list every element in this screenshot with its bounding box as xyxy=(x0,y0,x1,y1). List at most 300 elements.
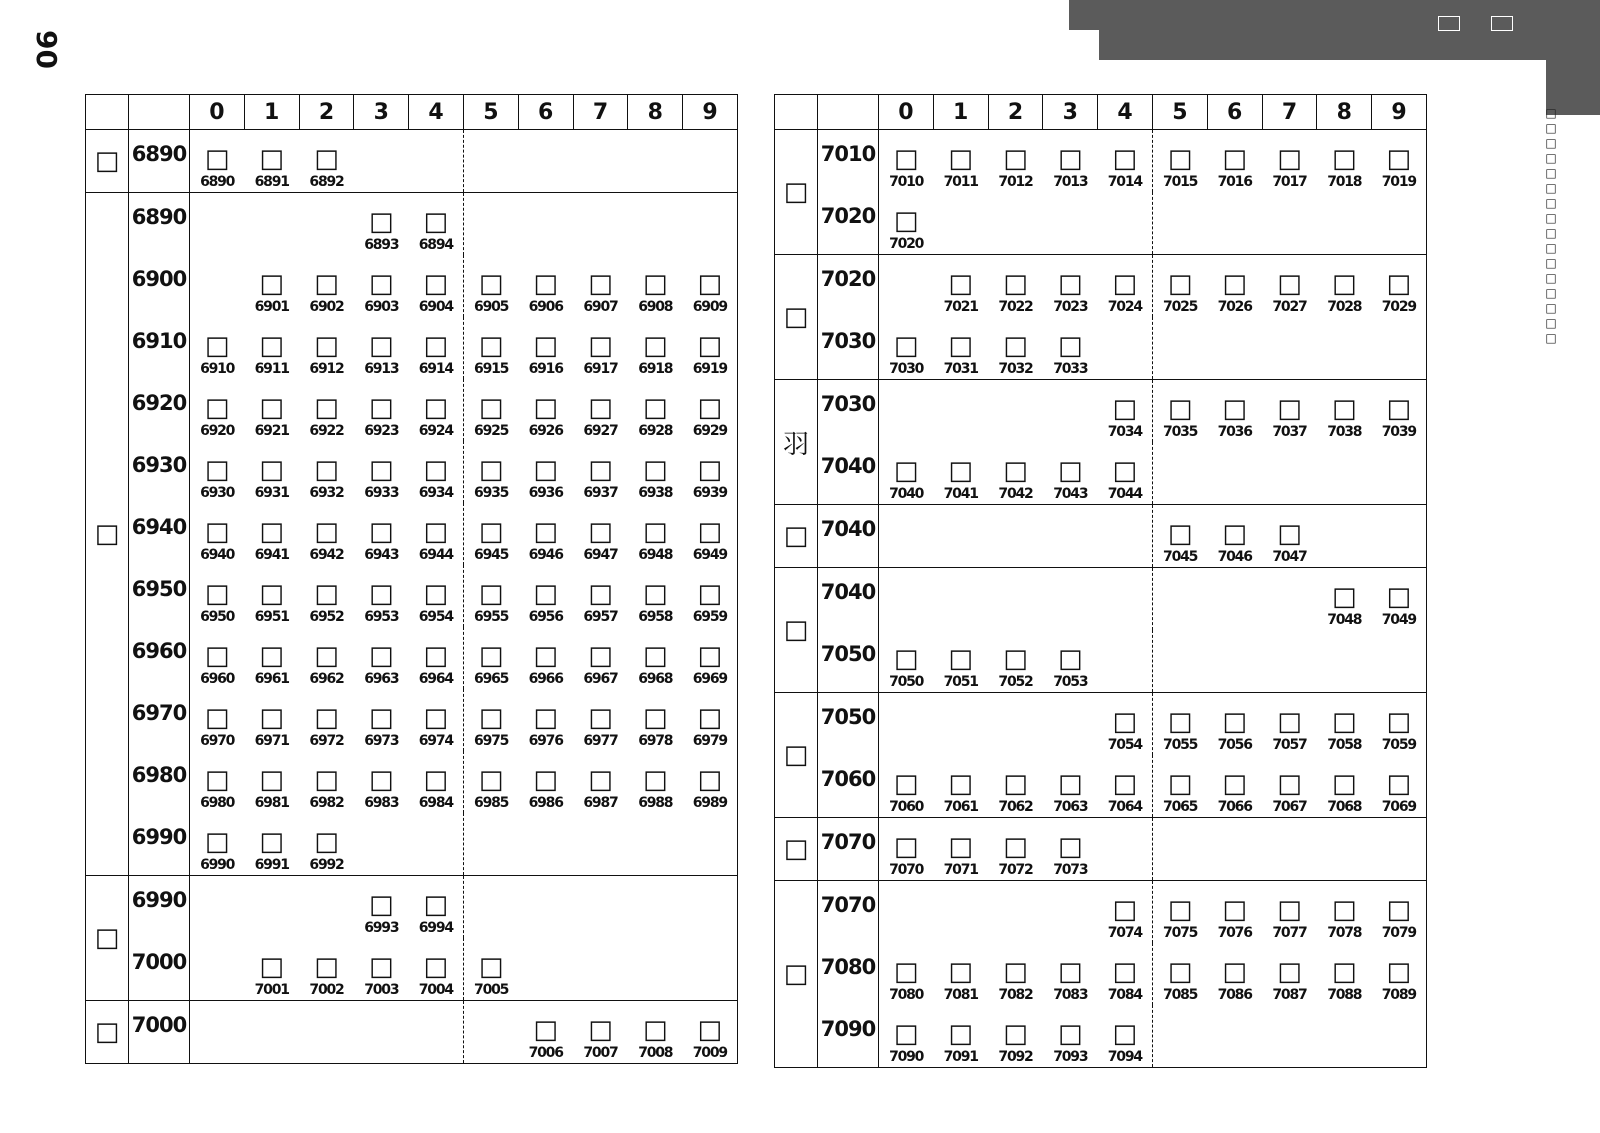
char-code: 6972 xyxy=(309,733,344,749)
code-cell xyxy=(1372,130,1427,193)
glyph-placeholder: □ xyxy=(588,455,613,485)
code-cell xyxy=(1098,505,1153,568)
char-code: 6971 xyxy=(254,733,289,749)
char-code: 6948 xyxy=(638,547,673,563)
code-cell xyxy=(879,1005,934,1068)
char-code: 6954 xyxy=(418,609,453,625)
char-code: 6927 xyxy=(583,423,618,439)
base-code-cell xyxy=(129,1001,190,1064)
code-cell xyxy=(1043,755,1098,818)
char-code: 7009 xyxy=(692,1045,727,1061)
char-code: 6893 xyxy=(364,237,399,253)
char-code: 7090 xyxy=(889,1049,924,1065)
code-cell xyxy=(879,755,934,818)
glyph-placeholder: □ xyxy=(1386,707,1412,737)
code-cell xyxy=(190,689,245,751)
char-code: 7077 xyxy=(1272,925,1307,941)
code-cell xyxy=(628,255,683,317)
glyph-placeholder: □ xyxy=(697,331,723,361)
char-code: 6990 xyxy=(200,857,235,873)
glyph-placeholder: □ xyxy=(1386,582,1412,612)
digit-column-header: 3 xyxy=(354,95,409,130)
char-code: 6926 xyxy=(528,423,563,439)
code-cell xyxy=(1043,693,1098,756)
code-cell xyxy=(1098,130,1153,193)
glyph-placeholder: □ xyxy=(478,641,504,671)
header-row xyxy=(86,95,738,130)
glyph-placeholder: □ xyxy=(369,455,394,485)
char-code: 6970 xyxy=(200,733,235,749)
code-cell xyxy=(628,689,683,751)
code-cell xyxy=(518,938,573,1001)
code-cell xyxy=(190,627,245,689)
code-cell xyxy=(1262,568,1317,631)
base-code: 6980 xyxy=(131,763,187,787)
code-cell xyxy=(190,379,245,441)
radical-cell: □ xyxy=(775,505,818,568)
glyph-placeholder: □ xyxy=(893,331,919,361)
code-cell xyxy=(683,751,738,813)
glyph-placeholder: □ xyxy=(533,393,558,423)
code-cell xyxy=(1207,505,1262,568)
code-cell xyxy=(1098,380,1153,443)
glyph-placeholder: □ xyxy=(478,517,504,547)
char-code: 6935 xyxy=(474,485,509,501)
char-code: 7067 xyxy=(1272,799,1307,815)
glyph-placeholder: □ xyxy=(1058,644,1083,674)
char-code: 6901 xyxy=(254,299,289,315)
base-code: 7050 xyxy=(820,642,876,666)
char-code: 7034 xyxy=(1107,424,1142,440)
code-cell xyxy=(463,130,518,193)
char-code: 6909 xyxy=(692,299,727,315)
char-code: 7042 xyxy=(998,486,1033,502)
glyph-placeholder: □ xyxy=(314,517,339,547)
base-code: 6990 xyxy=(131,888,187,912)
glyph-placeholder: □ xyxy=(423,952,449,982)
char-code: 7065 xyxy=(1163,799,1198,815)
glyph-placeholder: □ xyxy=(893,644,919,674)
code-cell xyxy=(1207,255,1262,318)
code-cell xyxy=(409,813,464,876)
code-cell xyxy=(518,627,573,689)
char-code: 6914 xyxy=(418,361,453,377)
glyph-placeholder: □ xyxy=(533,703,558,733)
glyph-placeholder: □ xyxy=(1167,769,1193,799)
digit-column-header: 6 xyxy=(518,95,573,130)
char-code: 7007 xyxy=(583,1045,618,1061)
glyph-placeholder: □ xyxy=(1058,769,1083,799)
char-code: 7092 xyxy=(998,1049,1033,1065)
digit-column-header: 8 xyxy=(1317,95,1372,130)
code-cell xyxy=(988,818,1043,881)
char-code: 6977 xyxy=(583,733,618,749)
char-code: 7081 xyxy=(943,987,978,1003)
char-code: 6929 xyxy=(692,423,727,439)
code-cell xyxy=(409,441,464,503)
code-cell xyxy=(1043,1005,1098,1068)
code-cell xyxy=(1098,755,1153,818)
char-code: 6961 xyxy=(254,671,289,687)
glyph-placeholder: □ xyxy=(478,579,504,609)
char-code: 7043 xyxy=(1053,486,1088,502)
radical-cell: □ xyxy=(86,193,129,876)
code-cell xyxy=(988,693,1043,756)
char-code: 7086 xyxy=(1217,987,1252,1003)
char-code: 6905 xyxy=(474,299,509,315)
code-cell xyxy=(518,193,573,256)
code-cell xyxy=(1043,192,1098,255)
code-cell xyxy=(463,255,518,317)
digit-column-header: 6 xyxy=(1207,95,1262,130)
code-cell xyxy=(244,441,299,503)
char-code: 7016 xyxy=(1217,174,1252,190)
char-code: 7001 xyxy=(254,982,289,998)
code-cell xyxy=(1098,568,1153,631)
code-cell xyxy=(1098,693,1153,756)
code-cell xyxy=(244,813,299,876)
digit-column-header: 8 xyxy=(628,95,683,130)
glyph-placeholder: □ xyxy=(259,144,284,174)
glyph-placeholder: □ xyxy=(314,827,339,857)
char-code: 7017 xyxy=(1272,174,1307,190)
code-cell xyxy=(518,1001,573,1064)
char-code: 7021 xyxy=(943,299,978,315)
code-cell xyxy=(463,1001,518,1064)
char-code: 7072 xyxy=(998,862,1033,878)
glyph-placeholder: □ xyxy=(588,703,613,733)
glyph-placeholder: □ xyxy=(259,269,284,299)
code-cell xyxy=(683,441,738,503)
code-cell xyxy=(879,568,934,631)
char-code: 6962 xyxy=(309,671,344,687)
glyph-placeholder: □ xyxy=(1167,394,1193,424)
glyph-placeholder: □ xyxy=(948,269,973,299)
side-index-text: □□□□□□□□□□□□□□□□ xyxy=(1544,106,1558,346)
char-code: 6966 xyxy=(528,671,563,687)
char-code: 7085 xyxy=(1163,987,1198,1003)
char-code: 7023 xyxy=(1053,299,1088,315)
code-cell xyxy=(1317,505,1372,568)
glyph-placeholder: □ xyxy=(423,890,449,920)
code-cell xyxy=(244,1001,299,1064)
code-cell xyxy=(299,627,354,689)
glyph-placeholder: □ xyxy=(642,1015,668,1045)
char-code: 6993 xyxy=(364,920,399,936)
glyph-placeholder: □ xyxy=(588,579,613,609)
glyph-placeholder: □ xyxy=(1386,895,1412,925)
base-code: 7060 xyxy=(820,767,876,791)
table-row xyxy=(86,876,738,939)
char-code: 6932 xyxy=(309,485,344,501)
left-code-table xyxy=(85,94,738,1064)
radical-cell: □ xyxy=(86,1001,129,1064)
code-cell xyxy=(1372,1005,1427,1068)
base-code: 7020 xyxy=(820,204,876,228)
glyph-placeholder: □ xyxy=(423,269,449,299)
glyph-placeholder: □ xyxy=(533,269,558,299)
char-code: 7011 xyxy=(943,174,978,190)
code-cell xyxy=(354,379,409,441)
code-cell xyxy=(299,193,354,256)
base-code: 7040 xyxy=(820,517,876,541)
code-cell xyxy=(1043,630,1098,693)
char-code: 6985 xyxy=(474,795,509,811)
glyph-placeholder: □ xyxy=(369,579,394,609)
code-cell xyxy=(1262,943,1317,1005)
char-code: 7048 xyxy=(1327,612,1362,628)
code-cell xyxy=(1098,317,1153,380)
char-code: 7057 xyxy=(1272,737,1307,753)
base-code: 7070 xyxy=(820,830,876,854)
char-code: 6915 xyxy=(474,361,509,377)
code-cell xyxy=(1098,255,1153,318)
glyph-placeholder: □ xyxy=(1277,769,1302,799)
base-code: 7050 xyxy=(820,705,876,729)
glyph-placeholder: □ xyxy=(642,331,668,361)
glyph-placeholder: □ xyxy=(369,331,394,361)
code-cell xyxy=(1317,881,1372,944)
glyph-placeholder: □ xyxy=(1386,394,1412,424)
char-code: 6891 xyxy=(254,174,289,190)
char-code: 7080 xyxy=(889,987,924,1003)
glyph-placeholder: □ xyxy=(314,269,339,299)
char-code: 6986 xyxy=(528,795,563,811)
glyph-placeholder: □ xyxy=(1058,269,1083,299)
code-cell xyxy=(1152,380,1207,443)
glyph-placeholder: □ xyxy=(893,832,919,862)
code-cell xyxy=(988,630,1043,693)
char-code: 7030 xyxy=(889,361,924,377)
char-code: 6921 xyxy=(254,423,289,439)
glyph-placeholder: □ xyxy=(314,455,339,485)
page-number: 90 xyxy=(30,30,63,69)
char-code: 6974 xyxy=(418,733,453,749)
base-code: 6890 xyxy=(131,205,187,229)
char-code: 6947 xyxy=(583,547,618,563)
code-cell xyxy=(1262,317,1317,380)
base-code-cell xyxy=(818,130,879,255)
char-code: 7032 xyxy=(998,361,1033,377)
code-cell xyxy=(933,130,988,193)
glyph-placeholder: □ xyxy=(1003,456,1028,486)
glyph-placeholder: □ xyxy=(533,641,558,671)
char-code: 6890 xyxy=(200,174,235,190)
glyph-placeholder: □ xyxy=(642,269,668,299)
glyph-placeholder: □ xyxy=(478,269,504,299)
char-code: 6904 xyxy=(418,299,453,315)
code-cell xyxy=(1043,943,1098,1005)
char-code: 6924 xyxy=(418,423,453,439)
radical-column-header xyxy=(86,95,129,130)
glyph-placeholder: □ xyxy=(423,393,449,423)
glyph-placeholder: □ xyxy=(948,1019,973,1049)
char-code: 6944 xyxy=(418,547,453,563)
char-code: 6938 xyxy=(638,485,673,501)
char-code: 6919 xyxy=(692,361,727,377)
code-cell xyxy=(1207,568,1262,631)
code-cell xyxy=(463,565,518,627)
char-code: 7040 xyxy=(889,486,924,502)
char-code: 6963 xyxy=(364,671,399,687)
char-code: 6907 xyxy=(583,299,618,315)
code-cell xyxy=(1152,630,1207,693)
code-cell xyxy=(1317,943,1372,1005)
code-cell xyxy=(683,689,738,751)
char-code: 6928 xyxy=(638,423,673,439)
char-code: 6957 xyxy=(583,609,618,625)
char-code: 6918 xyxy=(638,361,673,377)
glyph-placeholder: □ xyxy=(948,144,973,174)
code-cell xyxy=(1043,130,1098,193)
code-cell xyxy=(518,813,573,876)
code-cell xyxy=(1262,693,1317,756)
radical-column-header xyxy=(775,95,818,130)
code-cell xyxy=(573,751,628,813)
glyph-placeholder: □ xyxy=(1331,957,1357,987)
base-code: 6970 xyxy=(131,701,187,725)
glyph-placeholder: □ xyxy=(369,952,394,982)
code-cell xyxy=(299,565,354,627)
char-code: 7058 xyxy=(1327,737,1362,753)
base-code: 7030 xyxy=(820,329,876,353)
code-cell xyxy=(518,565,573,627)
table-row xyxy=(775,255,1427,318)
code-cell xyxy=(1372,568,1427,631)
char-code: 6959 xyxy=(692,609,727,625)
code-cell xyxy=(244,627,299,689)
table-row xyxy=(86,130,738,193)
header-box-icon xyxy=(1491,16,1513,31)
code-cell xyxy=(1043,568,1098,631)
char-code: 7026 xyxy=(1217,299,1252,315)
glyph-placeholder: □ xyxy=(1277,144,1302,174)
digit-column-header: 3 xyxy=(1043,95,1098,130)
code-cell xyxy=(1152,192,1207,255)
code-cell xyxy=(1098,818,1153,881)
glyph-placeholder: □ xyxy=(1003,832,1028,862)
glyph-placeholder: □ xyxy=(642,517,668,547)
code-cell xyxy=(409,565,464,627)
code-cell xyxy=(628,1001,683,1064)
code-cell xyxy=(190,317,245,379)
code-cell xyxy=(409,255,464,317)
code-cell xyxy=(628,130,683,193)
code-cell xyxy=(1152,130,1207,193)
char-code: 6920 xyxy=(200,423,235,439)
char-code: 6992 xyxy=(309,857,344,873)
code-cell xyxy=(299,689,354,751)
glyph-placeholder: □ xyxy=(533,1015,558,1045)
char-code: 7006 xyxy=(528,1045,563,1061)
code-cell xyxy=(1152,1005,1207,1068)
code-cell xyxy=(1317,568,1372,631)
char-code: 6916 xyxy=(528,361,563,377)
char-code: 7052 xyxy=(998,674,1033,690)
base-code: 6920 xyxy=(131,391,187,415)
glyph-placeholder: □ xyxy=(1386,957,1412,987)
char-code: 7014 xyxy=(1107,174,1142,190)
code-cell xyxy=(1207,130,1262,193)
base-code: 7020 xyxy=(820,267,876,291)
code-cell xyxy=(628,317,683,379)
char-code: 6930 xyxy=(200,485,235,501)
code-cell xyxy=(628,876,683,939)
char-code: 6934 xyxy=(418,485,453,501)
code-cell xyxy=(518,441,573,503)
char-code: 7039 xyxy=(1381,424,1416,440)
glyph-placeholder: □ xyxy=(533,331,558,361)
code-cell xyxy=(463,441,518,503)
code-cell xyxy=(299,317,354,379)
code-cell xyxy=(409,689,464,751)
char-code: 6917 xyxy=(583,361,618,377)
glyph-placeholder: □ xyxy=(588,641,613,671)
code-cell xyxy=(1043,442,1098,505)
code-cell xyxy=(1207,317,1262,380)
code-cell xyxy=(463,627,518,689)
code-cell xyxy=(1262,130,1317,193)
header-row xyxy=(775,95,1427,130)
code-cell xyxy=(683,193,738,256)
glyph-placeholder: □ xyxy=(1331,895,1357,925)
code-cell xyxy=(879,380,934,443)
code-cell xyxy=(354,876,409,939)
char-code: 7004 xyxy=(418,982,453,998)
code-cell xyxy=(1207,943,1262,1005)
code-cell xyxy=(244,876,299,939)
glyph-placeholder: □ xyxy=(1386,269,1412,299)
code-cell xyxy=(1317,380,1372,443)
glyph-placeholder: □ xyxy=(314,331,339,361)
char-code: 7031 xyxy=(943,361,978,377)
glyph-placeholder: □ xyxy=(369,641,394,671)
base-code: 7090 xyxy=(820,1017,876,1041)
glyph-placeholder: □ xyxy=(642,455,668,485)
glyph-placeholder: □ xyxy=(478,455,504,485)
base-code: 6950 xyxy=(131,577,187,601)
glyph-placeholder: □ xyxy=(369,269,394,299)
char-code: 6942 xyxy=(309,547,344,563)
code-cell xyxy=(933,380,988,443)
code-cell xyxy=(933,568,988,631)
table-row xyxy=(775,818,1427,881)
base-code: 7010 xyxy=(820,142,876,166)
code-cell xyxy=(1372,192,1427,255)
glyph-placeholder: □ xyxy=(533,765,558,795)
code-cell xyxy=(190,938,245,1001)
char-code: 6982 xyxy=(309,795,344,811)
glyph-placeholder: □ xyxy=(314,952,339,982)
digit-column-header: 7 xyxy=(573,95,628,130)
glyph-placeholder: □ xyxy=(1386,144,1412,174)
code-cell xyxy=(190,441,245,503)
glyph-placeholder: □ xyxy=(423,579,449,609)
char-code: 7053 xyxy=(1053,674,1088,690)
glyph-placeholder: □ xyxy=(369,765,394,795)
code-cell xyxy=(683,130,738,193)
digit-column-header: 9 xyxy=(683,95,738,130)
code-cell xyxy=(1098,881,1153,944)
char-code: 6953 xyxy=(364,609,399,625)
base-code: 7080 xyxy=(820,955,876,979)
digit-column-header: 9 xyxy=(1372,95,1427,130)
code-cell xyxy=(933,943,988,1005)
glyph-placeholder: □ xyxy=(1003,1019,1028,1049)
glyph-placeholder: □ xyxy=(369,890,394,920)
digit-column-header: 0 xyxy=(190,95,245,130)
glyph-placeholder: □ xyxy=(1167,707,1193,737)
